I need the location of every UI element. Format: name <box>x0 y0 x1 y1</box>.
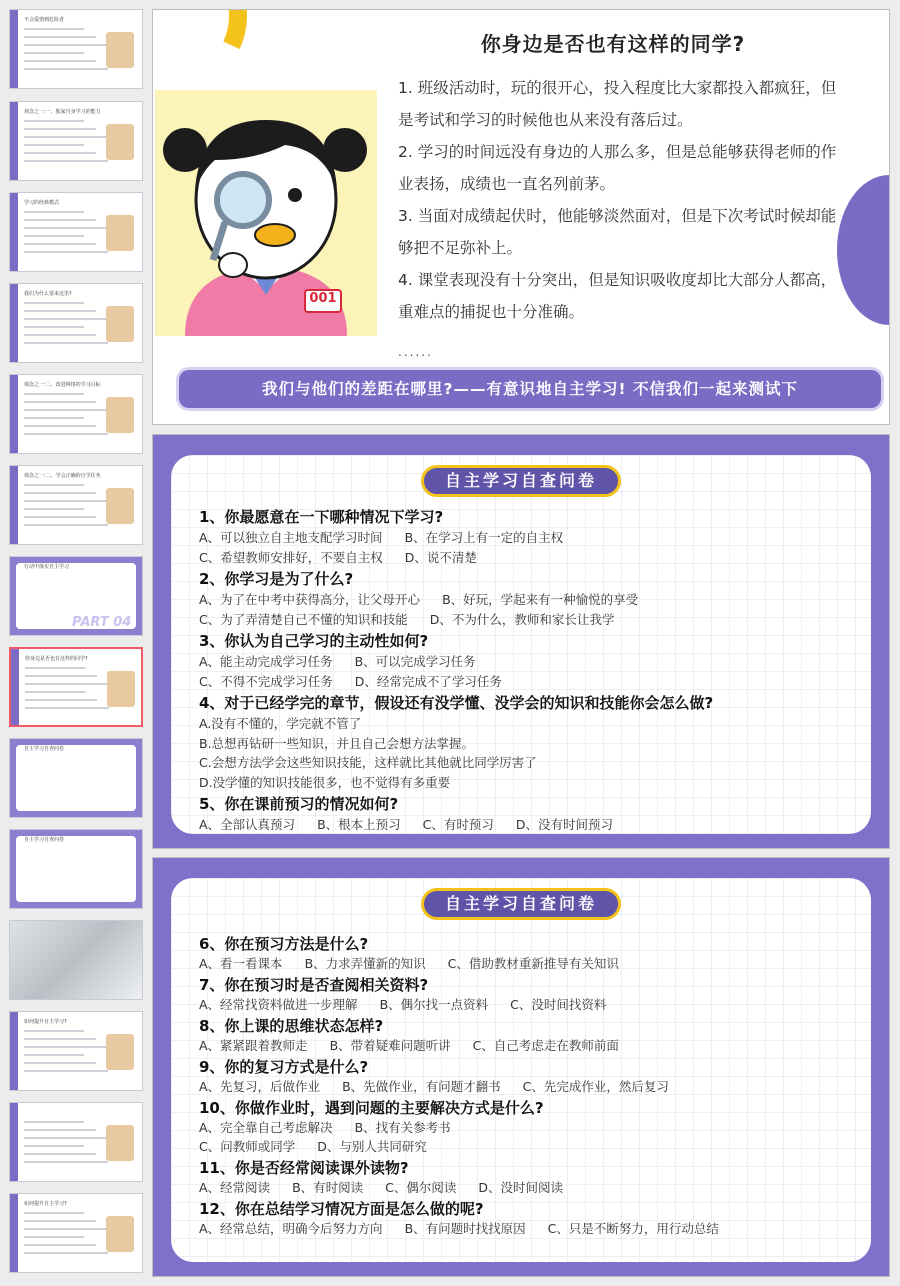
thumbnail-illustration <box>106 306 134 342</box>
slide-survey-part1 <box>152 434 890 849</box>
thumbnail-text-line <box>24 44 108 46</box>
thumbnail-inner <box>16 745 136 811</box>
thumbnail-accent-bar <box>10 284 18 362</box>
thumbnail-text-line <box>24 1070 108 1072</box>
thumbnail-text-line <box>24 326 84 328</box>
thumbnail-text-line <box>24 1145 84 1147</box>
thumbnail-text-line <box>24 1220 96 1222</box>
answer-option: C、问教师或同学 <box>199 1139 296 1154</box>
thumbnail-accent-bar <box>10 1103 18 1181</box>
answer-option: B、带着疑难问题听讲 <box>329 1038 451 1053</box>
slide-thumbnail[interactable] <box>9 283 143 363</box>
thumbnail-text-line <box>24 235 84 237</box>
answer-option: C、先完成作业，然后复习 <box>522 1079 669 1094</box>
survey-paper <box>171 878 871 1262</box>
slide-classmates <box>152 9 890 425</box>
thumbnail-text-line <box>24 334 96 336</box>
slide-thumbnail[interactable] <box>9 1011 143 1091</box>
slide-thumbnail-panel <box>9 9 143 1277</box>
answer-option: B、好玩，学起来有一种愉悦的享受 <box>442 592 639 607</box>
answer-option: D、没有时间预习 <box>515 817 614 832</box>
thumbnail-text-line <box>24 1121 84 1123</box>
slide-thumbnail[interactable] <box>9 647 143 727</box>
thumbnail-title: 观念之一:二、改进网络的学习目标 <box>24 382 101 388</box>
answer-option: C、只是不断努力，用行动总结 <box>547 1221 719 1236</box>
thumbnail-text-line <box>24 1161 108 1163</box>
answer-option: B、先做作业，有问题才翻书 <box>342 1079 501 1094</box>
answer-option: C、自己考虑走在教师前面 <box>472 1038 619 1053</box>
thumbnail-text-line <box>24 36 96 38</box>
thumbnail-title: 观念之一:一、独家自身学习的能力 <box>24 109 101 115</box>
answer-options <box>199 1077 857 1096</box>
answer-option: C、借助教材重新推导有关知识 <box>447 956 619 971</box>
thumbnail-text-line <box>24 60 96 62</box>
paragraph-3: 3. 当面对成绩起伏时，他能够淡然面对，但是下次考试时候却能够把不足弥补上。 <box>398 207 837 257</box>
answer-option: D.没学懂的知识技能很多，也不觉得有多重要 <box>199 774 451 790</box>
slide-thumbnail[interactable] <box>9 374 143 454</box>
thumbnail-text-line <box>24 136 108 138</box>
question-list <box>199 932 857 1238</box>
thumbnail-illustration <box>106 488 134 524</box>
answer-option: B、在学习上有一定的自主权 <box>404 530 564 545</box>
slide-thumbnail[interactable] <box>9 1193 143 1273</box>
thumbnail-text-line <box>25 683 109 685</box>
answer-options <box>199 1118 857 1137</box>
thumbnail-part-label: PART 04 <box>72 615 132 630</box>
slide-thumbnail[interactable] <box>9 101 143 181</box>
answer-option: D、不为什么，教师和家长让我学 <box>429 611 615 627</box>
answer-option: C、为了弄清楚自己不懂的知识和技能 <box>199 611 408 627</box>
slide-thumbnail[interactable] <box>9 556 143 636</box>
answer-options <box>199 714 857 734</box>
decor-purple-circle <box>837 175 890 325</box>
thumbnail-text-line <box>24 516 96 518</box>
answer-option: B、偶尔找一点资料 <box>379 997 489 1012</box>
answer-options <box>199 954 857 973</box>
thumbnail-text-line <box>25 707 109 709</box>
question: 5、你在课前预习的情况如何? <box>199 795 399 813</box>
thumbnail-illustration <box>107 671 135 707</box>
survey-paper <box>171 455 871 834</box>
thumbnail-accent-bar <box>10 1194 18 1272</box>
thumbnail-text-line <box>24 1236 84 1238</box>
answer-options <box>199 734 857 754</box>
question: 11、你是否经常阅读课外读物? <box>199 1159 409 1177</box>
thumbnail-text-line <box>24 251 108 253</box>
answer-option: A、经常找资料做进一步理解 <box>199 997 358 1012</box>
question: 2、你学习是为了什么? <box>199 570 354 588</box>
thumbnail-text-line <box>24 500 108 502</box>
answer-option: A、为了在中考中获得高分，让父母开心 <box>199 592 421 607</box>
paragraph-4: 4. 课堂表现没有十分突出，但是知识吸收度却比大部分人都高，重难点的捕捉也十分准确。 <box>398 271 837 321</box>
answer-option: A、全部认真预习 <box>199 817 296 832</box>
thumbnail-accent-bar <box>10 1012 18 1090</box>
answer-options <box>199 995 857 1014</box>
classmate-descriptions <box>398 72 838 328</box>
thumbnail-illustration <box>106 397 134 433</box>
thumbnail-text-line <box>24 393 84 395</box>
thumbnail-title: 自主学习自查问卷 <box>24 837 65 843</box>
answer-option: B、找有关参考书 <box>354 1120 451 1135</box>
thumbnail-text-line <box>24 433 108 435</box>
answer-option: C、偶尔阅读 <box>385 1180 457 1195</box>
thumbnail-illustration <box>106 124 134 160</box>
answer-options <box>199 773 857 793</box>
answer-options <box>199 652 857 672</box>
thumbnail-illustration <box>106 32 134 68</box>
question: 3、你认为自己学习的主动性如何? <box>199 632 429 650</box>
thumbnail-text-line <box>24 1212 84 1214</box>
thumbnail-title: 我们为什么要来这里? <box>24 291 72 297</box>
thumbnail-text-line <box>24 1038 96 1040</box>
survey-title: 自主学习自查问卷 <box>421 465 621 497</box>
thumbnail-text-line <box>25 675 97 677</box>
answer-option: A.没有不懂的，学完就不管了 <box>199 716 362 731</box>
thumbnail-text-line <box>24 52 84 54</box>
answer-option: B、根本上预习 <box>317 817 401 832</box>
answer-option: A、先复习，后做作业 <box>199 1079 321 1094</box>
answer-option: A、能主动完成学习任务 <box>199 654 333 669</box>
slide-survey-part2 <box>152 857 890 1277</box>
thumbnail-text-line <box>24 310 96 312</box>
thumbnail-title: 不会爱情到危险者 <box>24 17 65 23</box>
thumbnail-text-line <box>24 1054 84 1056</box>
slide-thumbnail[interactable] <box>9 9 143 89</box>
answer-options <box>199 548 857 568</box>
thumbnail-accent-bar <box>10 10 18 88</box>
thumbnail-text-line <box>24 128 96 130</box>
thumbnail-inner <box>16 836 136 902</box>
thumbnail-accent-bar <box>10 466 18 544</box>
thumbnail-text-line <box>24 243 96 245</box>
thumbnail-illustration <box>106 215 134 251</box>
thumbnail-text-line <box>25 699 97 701</box>
thumbnail-text-line <box>24 219 96 221</box>
thumbnail-text-line <box>24 417 84 419</box>
thumbnail-text-line <box>24 227 108 229</box>
thumbnail-text-line <box>24 144 84 146</box>
answer-options <box>199 590 857 610</box>
paragraph-2: 2. 学习的时间远没有身边的人那么多，但是总能够获得老师的作业表扬，成绩也一直名列前茅。 <box>398 143 837 193</box>
question: 12、你在总结学习情况方面是怎么做的呢? <box>199 1200 484 1218</box>
thumbnail-photo <box>10 921 142 999</box>
thumbnail-text-line <box>24 492 96 494</box>
question: 8、你上课的思维状态怎样? <box>199 1017 384 1035</box>
thumbnail-text-line <box>24 409 108 411</box>
thumbnail-text-line <box>24 342 108 344</box>
thumbnail-text-line <box>25 667 85 669</box>
name-badge-number: 001 <box>309 291 337 306</box>
answer-options <box>199 672 857 692</box>
thumbnail-text-line <box>24 1137 108 1139</box>
slide-thumbnail[interactable] <box>9 1102 143 1182</box>
answer-option: B、力求弄懂新的知识 <box>304 956 426 971</box>
girl-magnifier-illustration <box>155 90 377 336</box>
thumbnail-text-line <box>24 302 84 304</box>
answer-option: D、与别人共同研究 <box>317 1139 427 1154</box>
ellipsis: ...... <box>398 345 433 359</box>
thumbnail-text-line <box>24 211 84 213</box>
thumbnail-text-line <box>24 524 108 526</box>
thumbnail-illustration <box>106 1216 134 1252</box>
thumbnail-text-line <box>24 68 108 70</box>
answer-option: B、有问题时找找原因 <box>404 1221 526 1236</box>
question: 1、你最愿意在一下哪种情况下学习? <box>199 508 444 526</box>
thumbnail-text-line <box>24 1129 96 1131</box>
answer-option: A、看一看课本 <box>199 956 283 971</box>
question: 9、你的复习方式是什么? <box>199 1058 369 1076</box>
thumbnail-title: 学习的经典模式 <box>24 200 60 206</box>
conclusion-banner: 我们与他们的差距在哪里?——有意识地自主学习! 不信我们一起来测试下 <box>179 370 881 408</box>
thumbnail-title: 你身边是否也有这样的同学? <box>25 656 88 662</box>
answer-option: A、经常总结，明确今后努力方向 <box>199 1221 383 1236</box>
slide-title: 你身边是否也有这样的同学? <box>480 32 746 56</box>
thumbnail-text-line <box>24 401 96 403</box>
thumbnail-illustration <box>106 1125 134 1161</box>
answer-option: B.总想再钻研一些知识，并且自己会想方法掌握。 <box>199 735 475 751</box>
answer-option: D、说不清楚 <box>404 549 477 565</box>
thumbnail-title: 行动中落实自主学习 <box>24 564 70 570</box>
answer-option: A、完全靠自己考虑解决 <box>199 1120 333 1135</box>
question: 6、你在预习方法是什么? <box>199 935 369 953</box>
slide-thumbnail[interactable] <box>9 738 143 818</box>
thumbnail-text-line <box>24 28 84 30</box>
survey-title: 自主学习自查问卷 <box>421 888 621 920</box>
thumbnail-text-line <box>24 1252 108 1254</box>
slide-thumbnail[interactable] <box>9 192 143 272</box>
answer-option: C、没时间找资料 <box>510 997 607 1012</box>
answer-options <box>199 1178 857 1197</box>
thumbnail-illustration <box>106 1034 134 1070</box>
thumbnail-text-line <box>24 1153 96 1155</box>
thumbnail-text-line <box>24 508 84 510</box>
thumbnail-text-line <box>24 425 96 427</box>
answer-options <box>199 815 857 835</box>
thumbnail-accent-bar <box>10 375 18 453</box>
thumbnail-text-line <box>24 484 84 486</box>
answer-options <box>199 528 857 548</box>
answer-options <box>199 610 857 630</box>
question-list <box>199 505 857 835</box>
slide-thumbnail[interactable] <box>9 465 143 545</box>
answer-options <box>199 753 857 773</box>
answer-option: C、不得不完成学习任务 <box>199 673 333 689</box>
answer-option: B、可以完成学习任务 <box>354 654 476 669</box>
thumbnail-text-line <box>24 1030 84 1032</box>
thumbnail-title: 观念之一:二、学会正确的自学任务 <box>24 473 101 479</box>
answer-option: D、经常完成不了学习任务 <box>354 673 502 689</box>
answer-option: C、有时预习 <box>422 817 494 832</box>
answer-options <box>199 1219 857 1238</box>
answer-option: D、没时间阅读 <box>478 1180 564 1195</box>
thumbnail-text-line <box>24 1228 108 1230</box>
slide-thumbnail[interactable] <box>9 920 143 1000</box>
answer-option: B、有时阅读 <box>292 1180 364 1195</box>
thumbnail-title: 自主学习自查问卷 <box>24 746 65 752</box>
thumbnail-text-line <box>24 160 108 162</box>
paragraph-1: 1. 班级活动时，玩的很开心，投入程度比大家都投入都疯狂，但是考试和学习的时候他也从来没有落后过。 <box>398 79 837 129</box>
answer-options <box>199 1036 857 1055</box>
thumbnail-text-line <box>24 1244 96 1246</box>
question: 7、你在预习时是否查阅相关资料? <box>199 976 429 994</box>
answer-option: C、希望教师安排好，不要自主权 <box>199 549 383 565</box>
slide-thumbnail[interactable] <box>9 829 143 909</box>
thumbnail-text-line <box>24 1062 96 1064</box>
thumbnail-accent-bar <box>10 193 18 271</box>
thumbnail-text-line <box>24 1046 108 1048</box>
thumbnail-text-line <box>25 691 85 693</box>
thumbnail-text-line <box>24 120 84 122</box>
answer-options <box>199 1137 857 1156</box>
thumbnail-title: 如何提升自主学习? <box>24 1201 67 1207</box>
answer-option: A、经常阅读 <box>199 1180 271 1195</box>
answer-option: A、可以独立自主地支配学习时间 <box>199 530 383 545</box>
answer-option: C.会想方法学会这些知识技能，这样就比其他就比同学厉害了 <box>199 755 537 770</box>
thumbnail-text-line <box>24 152 96 154</box>
thumbnail-title: 如何提升自主学习? <box>24 1019 67 1025</box>
question: 10、你做作业时，遇到问题的主要解决方式是什么? <box>199 1099 544 1117</box>
thumbnail-accent-bar <box>11 649 19 725</box>
thumbnail-text-line <box>24 318 108 320</box>
answer-option: A、紧紧跟着教师走 <box>199 1038 308 1053</box>
question: 4、对于已经学完的章节，假设还有没学懂、没学会的知识和技能你会怎么做? <box>199 694 714 712</box>
thumbnail-accent-bar <box>10 102 18 180</box>
